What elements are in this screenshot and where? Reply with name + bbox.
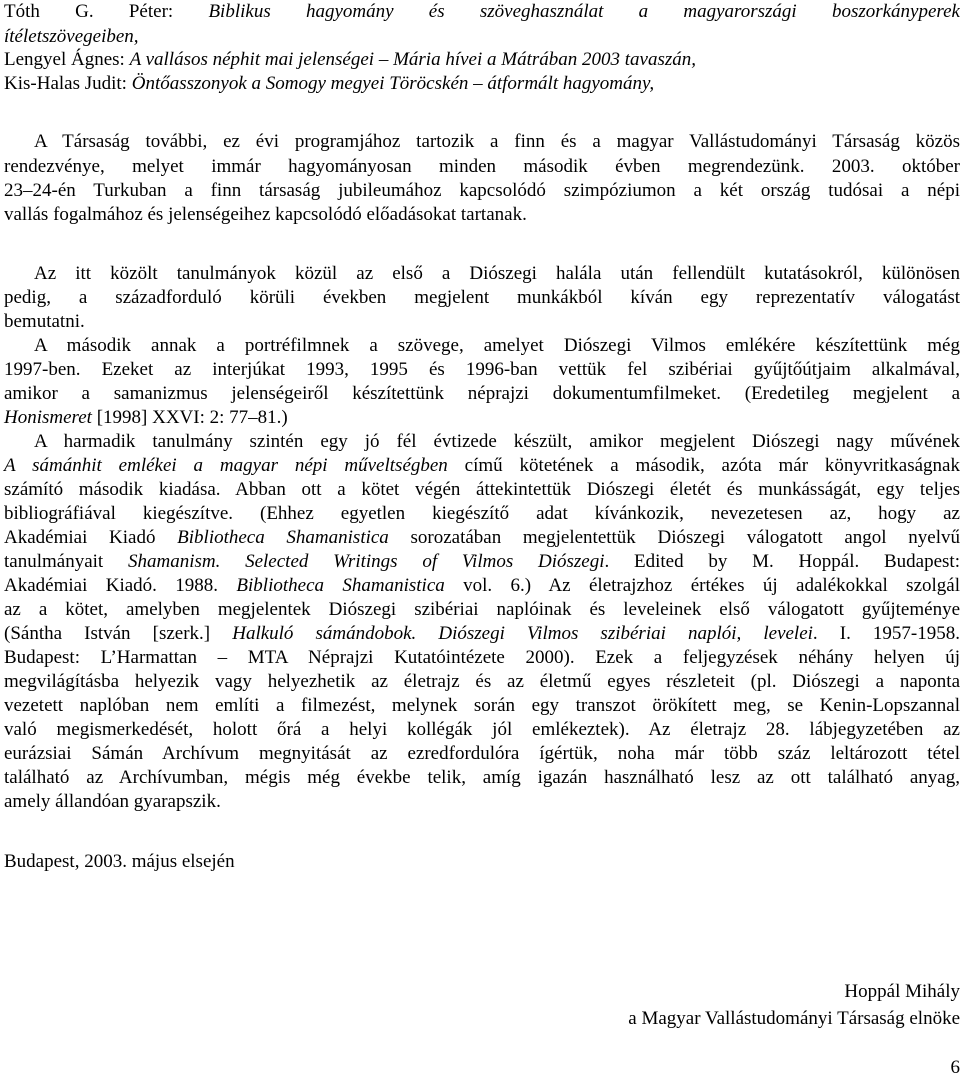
text-line	[4, 574, 960, 598]
text-line	[4, 48, 696, 72]
text-segment: számító második kiadása. Abban ott a kötet végén áttekintettük Diószegi életét és munkásságát, egy teljes	[4, 479, 960, 500]
signature-name: Hoppál Mihály	[844, 981, 960, 1002]
text-line	[4, 406, 288, 430]
text-segment: pedig, a századforduló körüli években megjelent munkákból kíván egy reprezentatív válogatást	[4, 287, 960, 308]
text-segment: [1998] XXVI: 2: 77–81.)	[91, 407, 288, 428]
text-line	[4, 155, 960, 179]
text-line	[4, 526, 960, 550]
text-line	[4, 478, 960, 502]
italic-text: Biblikus hagyomány és szöveghasználat a magyarországi boszorkányperek	[208, 1, 960, 22]
text-segment: vol. 6.) Az életrajzhoz értékes új adalékokkal szolgál	[444, 575, 960, 596]
text-segment: vezetett naplóban nem említi a filmezést, melynek során egy transzot örökített meg, se Kenin-Lopszannal	[4, 695, 960, 716]
italic-text: Halkuló sámándobok. Diószegi Vilmos szibériai naplói, levelei	[232, 623, 813, 644]
text-line	[34, 130, 960, 154]
text-line	[4, 25, 139, 49]
text-segment: A harmadik tanulmány szintén egy jó fél évtizede készült, amikor megjelent Diószegi nagy művének	[34, 431, 960, 452]
text-line	[4, 670, 960, 694]
text-line	[4, 790, 221, 814]
text-segment: bemutatni.	[4, 311, 85, 332]
text-line	[4, 502, 960, 526]
text-segment: Budapest: L’Harmattan – MTA Néprajzi Kutatóintézete 2000). Ezek a feljegyzések néhány helyen új	[4, 647, 960, 668]
text-line	[34, 334, 960, 358]
text-segment: amely állandóan gyarapszik.	[4, 791, 221, 812]
text-line	[4, 850, 235, 874]
text-line	[4, 622, 960, 646]
italic-text: Shamanism. Selected Writings of Vilmos Diószegi	[127, 551, 605, 572]
text-segment: bibliográfiával kiegészítve. (Ehhez egyetlen kiegészítő adat kívánkozik, nevezetesen az, hogy az	[4, 503, 960, 524]
text-segment: A második annak a portréfilmnek a szövege, amelyet Diószegi Vilmos emlékére készítettünk még	[34, 335, 960, 356]
text-segment: Tóth G. Péter:	[4, 1, 209, 22]
text-line	[4, 358, 960, 382]
text-line	[4, 718, 960, 742]
text-segment: eurázsiai Sámán Archívum megnyitását az ezredfordulóra ígértük, noha már több száz leltározott tétel	[4, 743, 960, 764]
text-segment: tanulmányait	[4, 551, 128, 572]
text-segment: sorozatában megjelentettük Diószegi válogatott angol nyelvű	[388, 527, 960, 548]
text-segment: A Társaság további, ez évi programjához tartozik a finn és a magyar Vallástudományi Társaság közös	[34, 131, 960, 152]
text-segment: . Edited by M. Hoppál. Budapest:	[604, 551, 960, 572]
text-line	[4, 382, 960, 406]
text-segment: az a kötet, amelyben megjelentek Diószegi szibériai naplóinak és leveleinek első válogatott gyűjteménye	[4, 599, 960, 620]
text-segment: . I. 1957-1958.	[812, 623, 960, 644]
text-line	[34, 262, 960, 286]
text-line	[4, 179, 960, 203]
text-segment: Kis-Halas Judit:	[4, 73, 132, 94]
italic-text: ítéletszövegeiben,	[4, 26, 139, 47]
text-segment: található az Archívumban, mégis még évekbe telik, amíg igazán használható lesz az ott található anyag,	[4, 767, 960, 788]
text-line	[4, 646, 960, 670]
text-segment: Az itt közölt tanulmányok közül az első a Diószegi halála után fellendült kutatásokról, különösen	[34, 263, 960, 284]
text-segment: (Sántha István [szerk.]	[4, 623, 233, 644]
text-line	[4, 72, 654, 96]
page-number: 6	[950, 1057, 960, 1078]
text-segment: való megismerkedését, holott őrá a helyi kollégák jól emlékeztek). Az életrajz 28. lábjegyzetében az	[4, 719, 960, 740]
text-line	[4, 454, 960, 478]
text-line	[4, 694, 960, 718]
text-segment: amikor a samanizmus jelenségeiről készítettünk néprajzi dokumentumfilmeket. (Eredetileg megjelent a	[4, 383, 960, 404]
text-line	[4, 550, 960, 574]
italic-text: Honismeret	[4, 407, 92, 428]
text-segment: Akadémiai Kiadó. 1988.	[4, 575, 237, 596]
text-line	[4, 742, 960, 766]
text-segment: című kötetének a második, azóta már könyvritkaságnak	[447, 455, 960, 476]
text-line	[34, 430, 960, 454]
text-segment: rendezvénye, melyet immár hagyományosan minden második évben megrendezünk. 2003. október	[4, 156, 960, 177]
text-line	[4, 310, 85, 334]
text-segment: Lengyel Ágnes:	[4, 49, 130, 70]
text-line	[4, 286, 960, 310]
text-line	[4, 766, 960, 790]
text-line	[4, 203, 527, 227]
italic-text: Öntőasszonyok a Somogy megyei Töröcskén – átformált hagyomány,	[131, 73, 655, 94]
text-line	[4, 598, 960, 622]
italic-text: Bibliotheca Shamanistica	[177, 527, 389, 548]
text-segment: megvilágításba helyezik vagy helyezhetik az életrajz és az életmű egyes részleteit (pl. Diószegi a naponta	[4, 671, 960, 692]
text-segment: 23–24-én Turkuban a finn társaság jubileumához kapcsolódó szimpóziumon a két ország tudósai a népi	[4, 180, 960, 201]
text-segment: vallás fogalmához és jelenségeihez kapcsolódó előadásokat tartanak.	[4, 204, 527, 225]
italic-text: Bibliotheca Shamanistica	[236, 575, 445, 596]
text-line	[4, 0, 960, 24]
italic-text: A sámánhit emlékei a magyar népi műveltségben	[4, 455, 448, 476]
italic-text: A vallásos néphit mai jelenségei – Mária hívei a Mátrában 2003 tavaszán,	[129, 49, 696, 70]
text-segment: Budapest, 2003. május elsején	[4, 851, 235, 872]
signature-title: a Magyar Vallástudományi Társaság elnöke	[628, 1008, 960, 1029]
text-segment: Akadémiai Kiadó	[4, 527, 178, 548]
text-segment: 1997-ben. Ezeket az interjúkat 1993, 1995 és 1996-ban vettük fel szibériai gyűjtőútjaim alkalmával,	[4, 359, 960, 380]
